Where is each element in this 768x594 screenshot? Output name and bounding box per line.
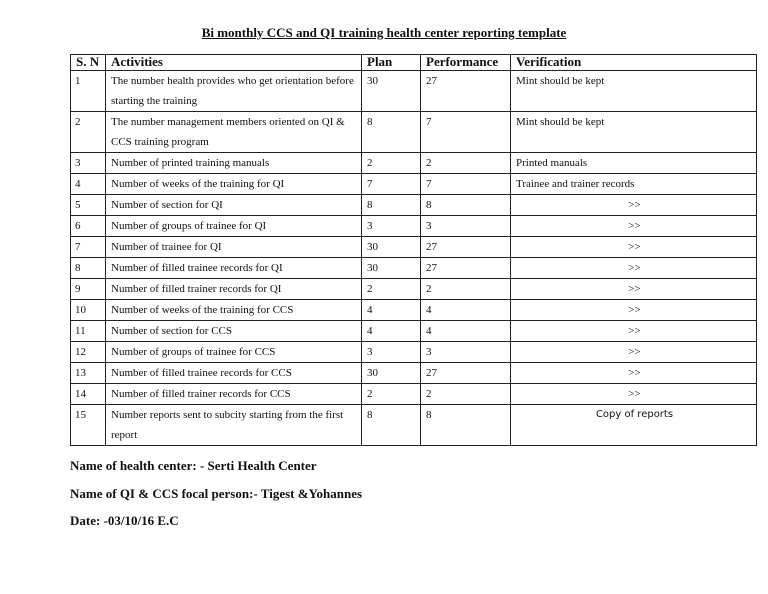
table-row <box>71 363 757 384</box>
cell-sn: 12 <box>71 342 106 363</box>
header-plan: Plan <box>362 55 421 71</box>
cell-activity: Number of filled trainee records for QI <box>106 258 362 279</box>
cell-performance: 27 <box>421 237 511 258</box>
page-title: Bi monthly CCS and QI training health center reporting template <box>201 25 567 40</box>
cell-performance: 8 <box>421 405 511 446</box>
table-row <box>71 237 757 258</box>
cell-plan: 30 <box>362 363 421 384</box>
cell-verification: >> <box>511 195 757 216</box>
cell-plan: 7 <box>362 174 421 195</box>
cell-verification: >> <box>511 363 757 384</box>
cell-verification: >> <box>511 321 757 342</box>
cell-sn: 8 <box>71 258 106 279</box>
cell-activity: Number of filled trainer records for CCS <box>106 384 362 405</box>
table-row <box>71 300 757 321</box>
table-row <box>71 216 757 237</box>
table-row <box>71 321 757 342</box>
cell-plan: 30 <box>362 71 421 112</box>
cell-performance: 3 <box>421 342 511 363</box>
cell-performance: 27 <box>421 258 511 279</box>
cell-plan: 30 <box>362 237 421 258</box>
cell-sn: 1 <box>71 71 106 112</box>
cell-plan: 8 <box>362 195 421 216</box>
cell-verification: >> <box>511 237 757 258</box>
cell-activity: Number of weeks of the training for QI <box>106 174 362 195</box>
cell-sn: 5 <box>71 195 106 216</box>
cell-plan: 4 <box>362 321 421 342</box>
cell-plan: 30 <box>362 258 421 279</box>
cell-verification: Mint should be kept <box>511 71 757 112</box>
cell-plan: 8 <box>362 112 421 153</box>
cell-activity: Number of filled trainer records for QI <box>106 279 362 300</box>
cell-plan: 3 <box>362 216 421 237</box>
cell-verification: >> <box>511 258 757 279</box>
cell-performance: 2 <box>421 279 511 300</box>
cell-verification: Copy of reports <box>511 405 757 446</box>
cell-activity: Number of trainee for QI <box>106 237 362 258</box>
cell-performance: 4 <box>421 300 511 321</box>
cell-performance: 8 <box>421 195 511 216</box>
cell-verification: Trainee and trainer records <box>511 174 757 195</box>
cell-performance: 2 <box>421 153 511 174</box>
cell-sn: 3 <box>71 153 106 174</box>
cell-performance: 3 <box>421 216 511 237</box>
table-row <box>71 112 757 153</box>
report-date: Date: -03/10/16 E.C <box>70 513 179 528</box>
cell-plan: 2 <box>362 384 421 405</box>
cell-verification: >> <box>511 216 757 237</box>
cell-activity: Number of section for QI <box>106 195 362 216</box>
cell-plan: 2 <box>362 279 421 300</box>
header-sn: S. N <box>71 55 106 71</box>
health-center-name: Name of health center: - Serti Health Center <box>70 458 317 473</box>
cell-performance: 4 <box>421 321 511 342</box>
table-header-row <box>71 55 757 71</box>
cell-plan: 8 <box>362 405 421 446</box>
cell-verification: >> <box>511 300 757 321</box>
header-performance: Performance <box>421 55 511 71</box>
cell-sn: 11 <box>71 321 106 342</box>
table-row <box>71 71 757 112</box>
cell-verification: >> <box>511 279 757 300</box>
cell-plan: 2 <box>362 153 421 174</box>
table-row <box>71 342 757 363</box>
table-row <box>71 405 757 446</box>
cell-plan: 4 <box>362 300 421 321</box>
cell-activity: Number of section for CCS <box>106 321 362 342</box>
cell-sn: 15 <box>71 405 106 446</box>
cell-performance: 7 <box>421 174 511 195</box>
cell-activity: Number of groups of trainee for CCS <box>106 342 362 363</box>
cell-activity: Number reports sent to subcity starting from the first report <box>106 405 362 446</box>
header-verification: Verification <box>511 55 757 71</box>
cell-sn: 13 <box>71 363 106 384</box>
cell-sn: 14 <box>71 384 106 405</box>
cell-activity: Number of printed training manuals <box>106 153 362 174</box>
focal-person-name: Name of QI & CCS focal person:- Tigest &Yohannes <box>70 486 363 501</box>
table-row <box>71 258 757 279</box>
cell-sn: 10 <box>71 300 106 321</box>
cell-activity: Number of filled trainee records for CCS <box>106 363 362 384</box>
cell-activity: Number of weeks of the training for CCS <box>106 300 362 321</box>
cell-verification: Mint should be kept <box>511 112 757 153</box>
cell-sn: 6 <box>71 216 106 237</box>
header-activities: Activities <box>106 55 362 71</box>
cell-performance: 27 <box>421 71 511 112</box>
cell-sn: 9 <box>71 279 106 300</box>
table-row <box>71 279 757 300</box>
cell-sn: 2 <box>71 112 106 153</box>
cell-plan: 3 <box>362 342 421 363</box>
cell-performance: 27 <box>421 363 511 384</box>
cell-verification: Printed manuals <box>511 153 757 174</box>
cell-activity: The number management members oriented on QI & CCS training program <box>106 112 362 153</box>
cell-activity: The number health provides who get orientation before starting the training <box>106 71 362 112</box>
cell-activity: Number of groups of trainee for QI <box>106 216 362 237</box>
table-row <box>71 153 757 174</box>
cell-sn: 4 <box>71 174 106 195</box>
cell-verification: >> <box>511 384 757 405</box>
cell-performance: 2 <box>421 384 511 405</box>
table-row <box>71 384 757 405</box>
cell-verification: >> <box>511 342 757 363</box>
cell-sn: 7 <box>71 237 106 258</box>
table-row <box>71 195 757 216</box>
cell-performance: 7 <box>421 112 511 153</box>
table-row <box>71 174 757 195</box>
report-table <box>70 54 757 446</box>
